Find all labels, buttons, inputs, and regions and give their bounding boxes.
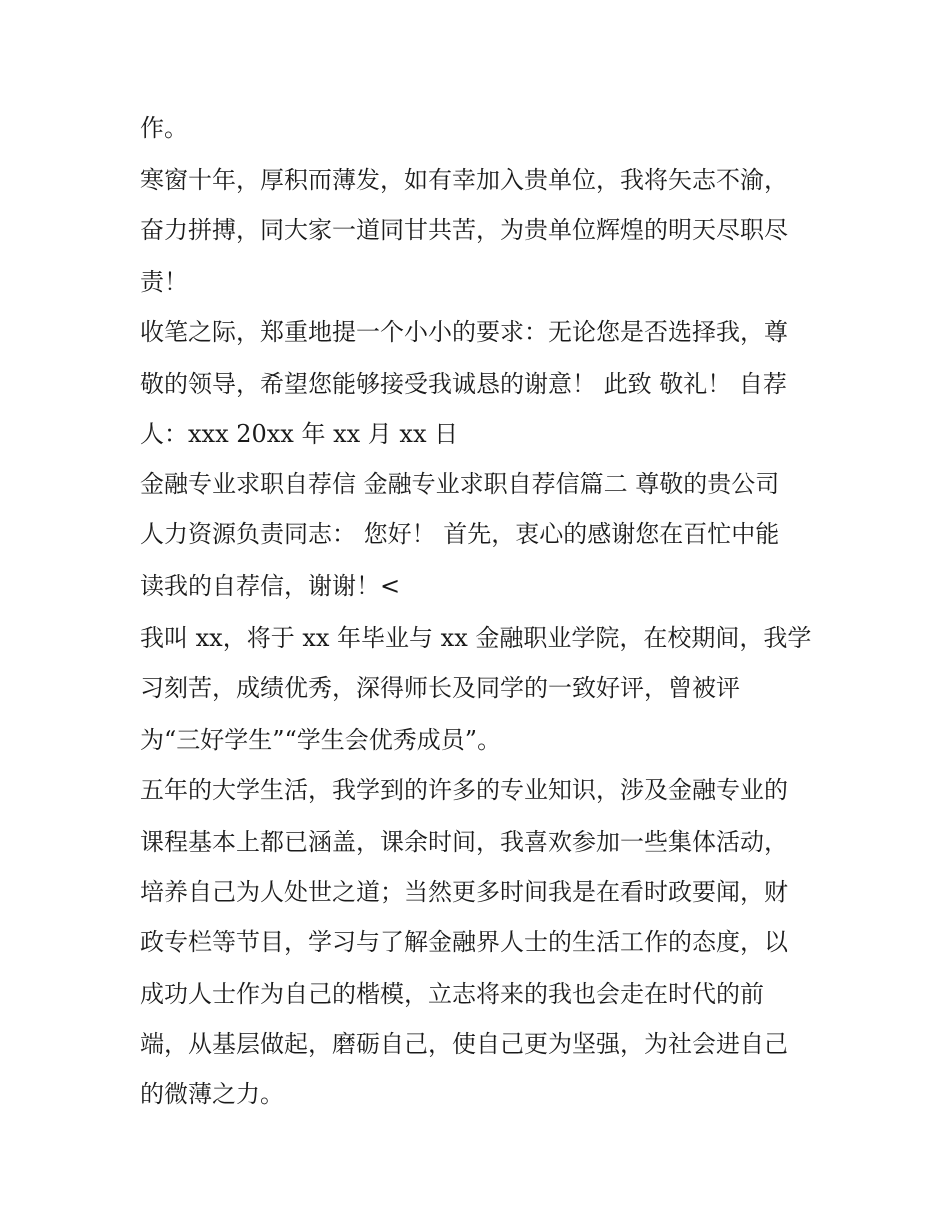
text-line: 为“三好学生”“学生会优秀成员”。 — [140, 726, 502, 754]
text-line: 寒窗十年，厚积而薄发，如有幸加入贵单位，我将矢志不渝， — [140, 166, 788, 194]
text-line: 成功人士作为自己的楷模，立志将来的我也会走在时代的前 — [140, 980, 764, 1008]
text-line: 五年的大学生活，我学到的许多的专业知识，涉及金融专业的 — [140, 776, 788, 804]
text-line: 政专栏等节目，学习与了解金融界人士的生活工作的态度，以 — [140, 928, 788, 956]
text-line: 奋力拼搏，同大家一道同甘共苦，为贵单位辉煌的明天尽职尽 — [140, 216, 788, 244]
text-line: 人：xxx 20xx 年 xx 月 xx 日 — [140, 420, 459, 448]
text-line: 敬的领导，希望您能够接受我诚恳的谢意！ 此致 敬礼！ 自荐 — [140, 370, 787, 398]
text-line: 责！ — [140, 268, 188, 296]
text-line: 的微薄之力。 — [140, 1080, 284, 1108]
text-line: 培养自己为人处世之道；当然更多时间我是在看时政要闻，财 — [140, 878, 788, 906]
text-line: 作。 — [140, 114, 188, 142]
text-line: 习刻苦，成绩优秀，深得师长及同学的一致好评，曾被评 — [140, 674, 740, 702]
text-line: 金融专业求职自荐信 金融专业求职自荐信篇二 尊敬的贵公司 — [140, 470, 780, 498]
text-line: 课程基本上都已涵盖，课余时间，我喜欢参加一些集体活动， — [140, 828, 788, 856]
text-line: 收笔之际，郑重地提一个小小的要求：无论您是否选择我，尊 — [140, 318, 788, 346]
text-line: 我叫 xx，将于 xx 年毕业与 xx 金融职业学院，在校期间，我学 — [140, 624, 812, 652]
text-line: 人力资源负责同志： 您好！ 首先，衷心的感谢您在百忙中能 — [140, 520, 780, 548]
text-line: 读我的自荐信，谢谢！< — [140, 572, 401, 600]
text-line: 端，从基层做起，磨砺自己，使自己更为坚强，为社会进自己 — [140, 1030, 788, 1058]
